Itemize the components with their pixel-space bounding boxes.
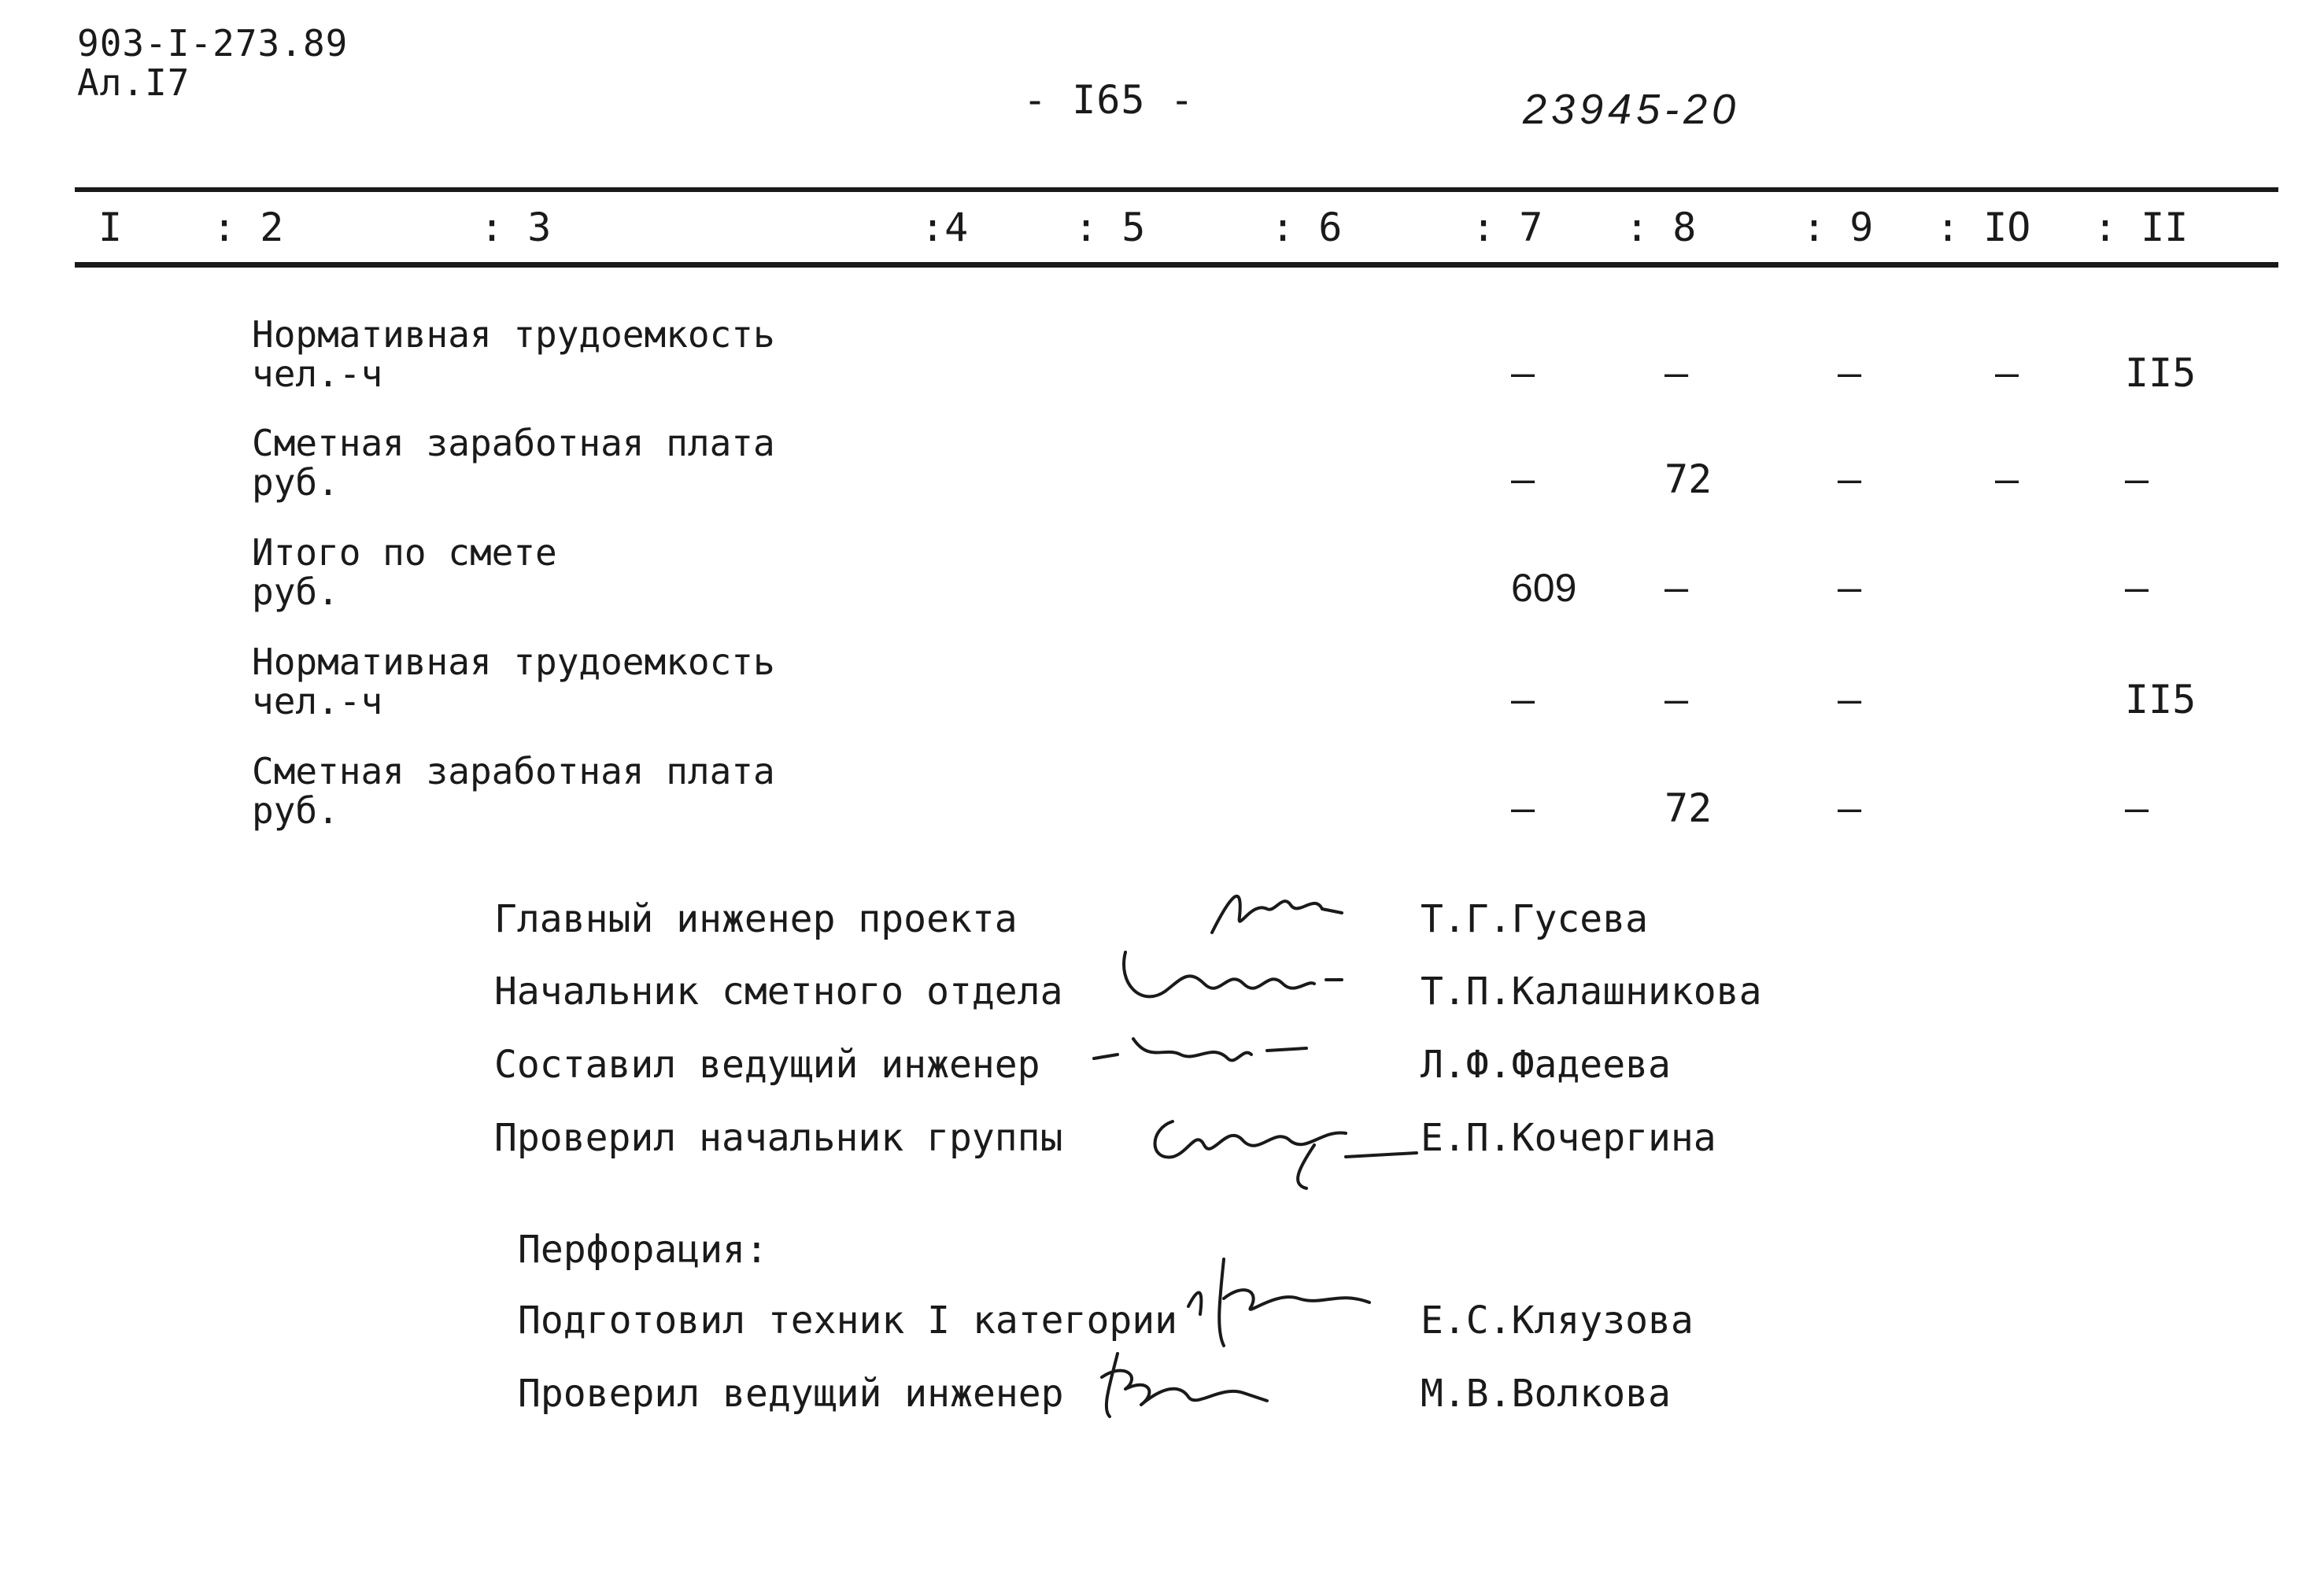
column-header: : 2	[212, 205, 284, 250]
sheet-number: Ал.I7	[77, 61, 190, 104]
cell-col7: –	[1511, 785, 1535, 831]
cell-col11: II5	[2125, 677, 2197, 722]
row-unit: руб.	[252, 789, 339, 832]
row-unit: руб.	[252, 461, 339, 504]
row-unit: чел.-ч	[252, 353, 383, 395]
signature-scribble-2	[1110, 936, 1346, 1023]
column-header: : 7	[1472, 205, 1543, 250]
perforation-title: Перфорация:	[518, 1228, 768, 1272]
cell-col11: –	[2125, 565, 2149, 611]
cell-col9: –	[1838, 456, 1862, 502]
column-header: : 5	[1074, 205, 1146, 250]
signature-role: Главный инженер проекта	[494, 897, 1018, 941]
cell-col8: –	[1664, 677, 1689, 722]
cell-col7: –	[1511, 350, 1535, 396]
cell-col7: –	[1511, 456, 1535, 502]
column-header: : 6	[1271, 205, 1343, 250]
signature-name: Л.Ф.Фадеева	[1421, 1043, 1671, 1087]
cell-col11: –	[2125, 456, 2149, 502]
cell-col8: 72	[1664, 456, 1713, 502]
cell-col11: –	[2125, 785, 2149, 831]
signature-scribble-3	[1086, 1023, 1322, 1078]
cell-col9: –	[1838, 785, 1862, 831]
signature-role: Подготовил техник I категории	[518, 1298, 1178, 1343]
signature-name: Т.Г.Гусева	[1421, 897, 1648, 941]
cell-col7: 609	[1511, 566, 1577, 610]
cell-col10: –	[1995, 456, 2019, 502]
cell-col7: –	[1511, 677, 1535, 722]
row-label: Нормативная трудоемкость	[252, 641, 775, 683]
column-header: : IO	[1936, 205, 2031, 250]
row-label: Нормативная трудоемкость	[252, 313, 775, 356]
row-unit: чел.-ч	[252, 680, 383, 722]
signature-name: Е.С.Кляузова	[1421, 1298, 1694, 1343]
signature-scribble-6	[1086, 1338, 1291, 1424]
signature-role: Проверил начальник группы	[494, 1116, 1063, 1160]
row-label: Сметная заработная плата	[252, 422, 775, 464]
column-header: :4	[921, 205, 969, 250]
table-header-rule	[75, 262, 2278, 268]
signature-name: Е.П.Кочергина	[1421, 1116, 1716, 1160]
cell-col8: –	[1664, 350, 1689, 396]
column-header: : 8	[1625, 205, 1697, 250]
column-header: : II	[2093, 205, 2189, 250]
table-top-rule	[75, 187, 2278, 192]
row-label: Сметная заработная плата	[252, 750, 775, 792]
signature-scribble-5	[1180, 1243, 1385, 1354]
row-label: Итого по смете	[252, 531, 557, 574]
page-number: - I65 -	[1023, 77, 1195, 123]
cell-col10: –	[1995, 350, 2019, 396]
signature-name: Т.П.Калашникова	[1421, 970, 1762, 1014]
cell-col9: –	[1838, 350, 1862, 396]
column-header: I	[98, 205, 123, 250]
signature-name: М.В.Волкова	[1421, 1372, 1671, 1416]
row-unit: руб.	[252, 571, 339, 613]
cell-col9: –	[1838, 677, 1862, 722]
column-header: : 9	[1802, 205, 1874, 250]
inventory-number: 23945-20	[1523, 86, 1741, 133]
signature-role: Проверил ведущий инженер	[518, 1372, 1064, 1416]
signature-scribble-4	[1141, 1098, 1440, 1200]
cell-col9: –	[1838, 565, 1862, 611]
cell-col8: –	[1664, 565, 1689, 611]
doc-code: 903-I-273.89	[77, 22, 349, 65]
signature-role: Начальник сметного отдела	[494, 970, 1063, 1014]
cell-col8: 72	[1664, 785, 1713, 831]
cell-col11: II5	[2125, 350, 2197, 396]
signature-role: Составил ведущий инженер	[494, 1043, 1040, 1087]
column-header: : 3	[480, 205, 552, 250]
